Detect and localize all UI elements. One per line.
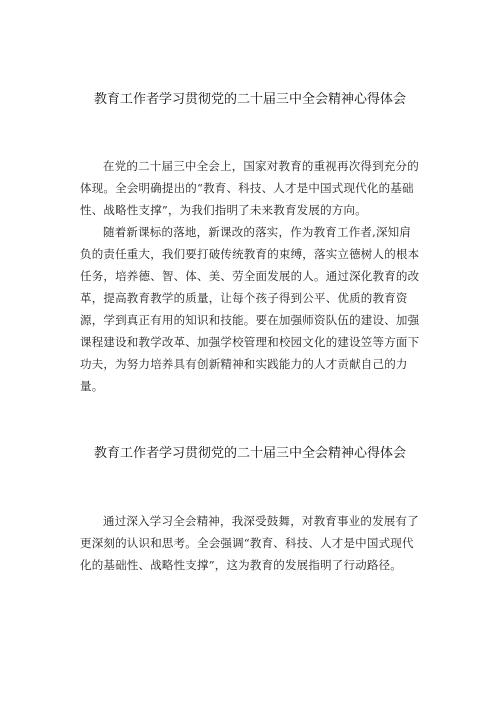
section-2-paragraph-1: 通过深入学习全会精神，我深受鼓舞，对教育事业的发展有了更深刻的认识和思考。全会强调“教育、科技、人才是中国式现代化的基础性、战略性支撑”，这为教育的发展指明了行动路径。 [80, 514, 419, 572]
section-1-paragraph-2: 随着新课标的落地，新课改的落实，作为教育工作者,深知肩负的责任重大，我们要打破传统教育的束缚，落实立德树人的根本任务，培养德、智、体、美、劳全面发展的人。通过深化教育的改革，提高教育教学的质量，让每个孩子得到公平、优质的教育资源，学到真正有用的知识和技能。要在加强师资队伍的建设、加强课程建设和教学改革、加强学校管理和校园文化的建设笠等方面下功夫，为努力培养具有创新精神和实践能力的人才贡献自己的力量。 [80, 225, 420, 393]
section-1-paragraph-1: 在党的二十届三中全会上，国家对教育的重视再次得到充分的体现。全会明确提出的“教育、科技、人才是中国式现代化的基础性、战略性支撑”，为我们指明了未来教育发展的方向。 [80, 159, 419, 217]
section-2-title: 教育工作者学习贯彻党的二十届三中全会精神心得体会 [93, 446, 406, 461]
section-1-title: 教育工作者学习贯彻党的二十届三中全会精神心得体会 [93, 92, 406, 107]
